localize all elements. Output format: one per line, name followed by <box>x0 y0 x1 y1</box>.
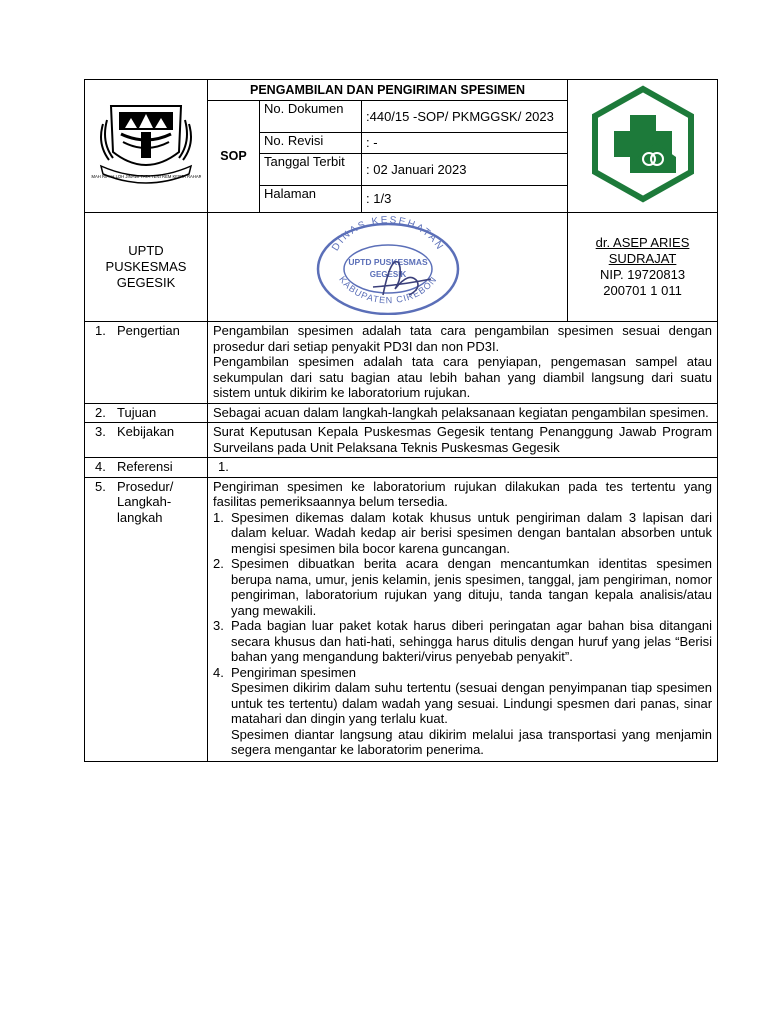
uptd-cell <box>85 213 208 322</box>
pengertian-paragraph-2: Pengambilan spesimen adalah tata cara penyiapan, pengemasan sampel atau sekumpulan dari satu bagian atau lebih bahan yang diambil langsung dari suatu sistem untuk dikirim ke laboratorium rujukan. <box>213 354 713 400</box>
list-item <box>213 665 712 758</box>
puskesmas-logo-icon <box>584 85 702 203</box>
sop-label: SOP <box>208 101 260 213</box>
meta-value-tanggal-terbit: : 02 Januari 2023 <box>362 154 568 186</box>
section-label-cell <box>85 322 208 404</box>
section-label-cell <box>85 403 208 423</box>
tujuan-text: Sebagai acuan dalam langkah-langkah pelaksanaan kegiatan pengambilan spesimen. <box>208 403 718 423</box>
step-number: 4. <box>213 664 224 680</box>
section-label-line-2: Langkah- <box>117 494 172 509</box>
signatory-cell <box>568 213 718 322</box>
sop-document <box>84 79 717 762</box>
sop-table <box>84 79 718 762</box>
prosedur-intro: Pengiriman spesimen ke laboratorium rujukan dilakukan pada tes tertentu yang fasilitas pemeriksaannya belum tersedia. <box>213 478 713 509</box>
meta-value-no-dokumen: :440/15 -SOP/ PKMGGSK/ 2023 <box>362 101 568 133</box>
list-item <box>213 556 712 618</box>
section-number: 5. <box>95 478 106 494</box>
official-stamp-icon <box>313 215 463 315</box>
step-number: 3. <box>213 618 224 633</box>
signatory-name-line-1: dr. ASEP ARIES <box>595 235 690 250</box>
section-kebijakan <box>85 423 718 458</box>
section-number: 4. <box>95 459 106 474</box>
step-text: Spesimen dibuatkan berita acara dengan mencantumkan identitas spesimen berupa nama, umur, jenis kelamin, jenis spesimen, tanggal, jam pengiriman, nomor pengiriman, laboratorium rujukan yang dituju, tanda tangan kepala analisis/atau yang mewakili. <box>231 556 713 618</box>
section-label-cell <box>85 423 208 458</box>
cirebon-logo-cell <box>85 80 208 213</box>
step-paragraph-2: Spesimen diantar langsung atau dikirim melalui jasa transportasi yang menjamin segera mengantar ke laboratorim penerima. <box>231 726 713 757</box>
referensi-text: 1. <box>208 458 718 478</box>
step-paragraph-1: Spesimen dikirim dalam suhu tertentu (sesuai dengan penyimpanan tiap spesimen untuk tes tertentu) dalam wadah yang sesuai. Lindungi spesmen dari panas, sinar matahari dan dingin yang terlalu kuat. <box>231 680 713 726</box>
list-item <box>213 618 712 665</box>
step-number: 2. <box>213 556 224 571</box>
stamp-center-line-1: UPTD PUSKESMAS <box>347 257 428 268</box>
section-label: Referensi <box>117 459 173 474</box>
pengertian-paragraph-1: Pengambilan spesimen adalah tata cara pengambilan spesimen sesuai dengan prosedur dari setiap penyakit PD3I dan non PD3I. <box>213 323 713 354</box>
meta-label-no-dokumen: No. Dokumen <box>260 101 362 133</box>
section-label-line-3: langkah <box>117 509 163 525</box>
step-text: Spesimen dikemas dalam kotak khusus untuk pengiriman dalam 3 lapisan dari dalam keluar. Wadah kedap air berisi spesimen dengan bantalan absorben untuk mengisi spesimen bila bocor karena guncangan. <box>231 509 713 556</box>
puskesmas-logo-cell <box>568 80 718 213</box>
section-label-line-1: Prosedur/ <box>117 478 174 494</box>
step-text: Pada bagian luar paket kotak harus diberi peringatan agar bahan bisa ditangani secara khusus dan hati-hati, sehingga harus ditulis dengan huruf yang jelas “Berisi bahan yang mengandung bakteri/virus penyebab penyakit”. <box>231 618 713 664</box>
signatory-nip-line-2: 200701 1 011 <box>603 283 682 298</box>
section-label: Tujuan <box>117 404 157 420</box>
step-number: 1. <box>213 509 224 525</box>
svg-text:DINAS KESEHATAN <box>330 215 446 253</box>
meta-value-halaman: : 1/3 <box>362 186 568 213</box>
cirebon-regency-logo-icon <box>91 94 201 194</box>
section-label-cell <box>85 477 208 761</box>
section-label: Kebijakan <box>117 424 175 439</box>
document-title: PENGAMBILAN DAN PENGIRIMAN SPESIMEN <box>208 80 568 101</box>
stamp-center-line-2: GEGESIK <box>369 270 406 280</box>
section-referensi <box>85 458 718 478</box>
meta-label-no-revisi: No. Revisi <box>260 133 362 154</box>
signatory-nip-line-1: NIP. 19720813 <box>600 267 686 282</box>
meta-value-no-revisi: : - <box>362 133 568 154</box>
uptd-line-3: GEGESIK <box>116 275 176 290</box>
section-content <box>208 477 718 761</box>
section-pengertian <box>85 322 718 404</box>
uptd-line-1: UPTD <box>128 243 164 258</box>
section-prosedur <box>85 477 718 761</box>
section-number: 1. <box>95 323 106 338</box>
section-label: Pengertian <box>117 323 180 338</box>
stamp-cell <box>208 213 568 322</box>
section-label-cell <box>85 458 208 478</box>
logo-motto: GEMAH RIPAH LOH JINAWI TATA TENTREM KERTA RAHARJA <box>91 174 201 180</box>
signatory-name-line-2: SUDRAJAT <box>608 251 677 266</box>
stamp-bottom-text: KABUPATEN CIREBON <box>336 274 439 306</box>
kebijakan-text: Surat Keputusan Kepala Puskesmas Gegesik tentang Penanggung Jawab Program Surveilans pada Unit Pelaksana Teknis Puskesmas Gegesik <box>208 423 718 458</box>
uptd-line-2: PUSKESMAS <box>105 259 187 274</box>
step-text: Pengiriman spesimen <box>231 664 357 680</box>
meta-label-tanggal-terbit: Tanggal Terbit <box>260 154 362 186</box>
section-tujuan <box>85 403 718 423</box>
section-content <box>208 322 718 404</box>
list-item <box>213 510 712 557</box>
section-number: 2. <box>95 404 106 420</box>
section-number: 3. <box>95 424 106 439</box>
stamp-top-text: DINAS KESEHATAN <box>329 215 446 254</box>
meta-label-halaman: Halaman <box>260 186 362 213</box>
prosedur-steps <box>213 510 712 758</box>
